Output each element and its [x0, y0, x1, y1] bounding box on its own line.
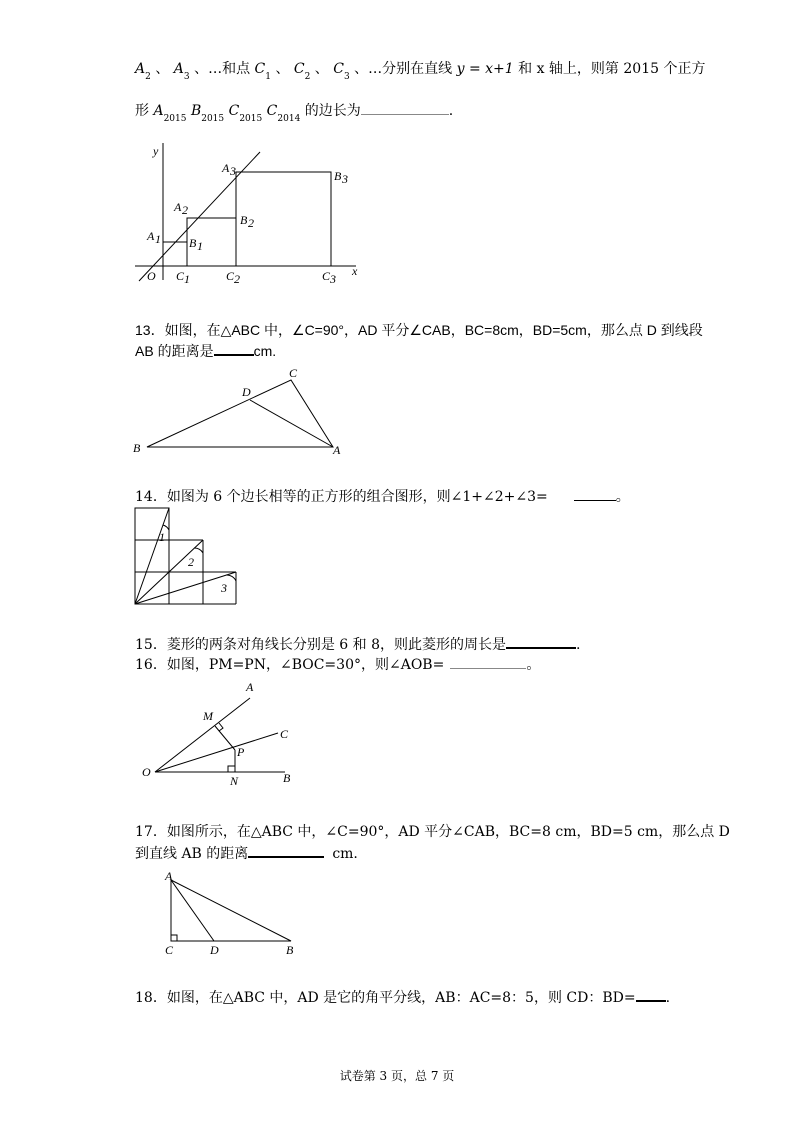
q12-sub: 2015: [201, 114, 225, 124]
q15-answer-blank[interactable]: [506, 647, 576, 649]
q12-var: A: [135, 61, 146, 77]
label-C: C: [165, 943, 174, 957]
label-B3-sub: 3: [342, 172, 348, 186]
q12-var: C: [228, 103, 240, 119]
q12-sep: 、…分别在直线: [354, 61, 453, 77]
label-B: B: [283, 771, 291, 785]
label-A2-sub: 2: [182, 203, 188, 217]
q16-text: 。: [526, 657, 541, 673]
label-O: O: [142, 765, 151, 779]
ray-oc: [155, 733, 278, 772]
q12-sub: 1: [265, 72, 271, 82]
label-A1: A: [147, 229, 155, 243]
q12-sub: 3: [183, 72, 190, 82]
q12-figure-labels: [146, 144, 358, 286]
q12-sub: 2015: [163, 114, 187, 124]
label-B: B: [133, 441, 141, 455]
label-C: C: [280, 727, 289, 741]
q14-answer-blank[interactable]: [574, 500, 616, 501]
label-B2-sub: 2: [248, 216, 254, 230]
q12-text: .: [448, 103, 454, 119]
q17-figure: [171, 880, 291, 941]
triangle-abc: [147, 380, 333, 447]
q12-text: 的边长为: [304, 103, 361, 119]
q15-text: .: [575, 637, 581, 653]
q12-sub: 2: [145, 72, 151, 82]
q17-line1: 17．如图所示，在△ABC 中，∠C=90°，AD 平分∠CAB，BC=8 cm，BD=5 cm，那么点 D: [135, 824, 730, 840]
label-D: D: [210, 943, 219, 957]
q12-text: 形: [135, 103, 149, 119]
label-C3-sub: 3: [330, 272, 336, 286]
label-C2-sub: 2: [234, 272, 240, 286]
label-N: N: [230, 774, 239, 788]
q17-line2: [135, 843, 358, 863]
label-B1-sub: 1: [197, 239, 203, 253]
q12-var: C: [293, 61, 305, 77]
label-A: A: [165, 869, 173, 883]
label-D: D: [242, 385, 251, 399]
label-B: B: [286, 943, 294, 957]
label-C1: C: [176, 269, 185, 283]
q14-text: 14．如图为 6 个边长相等的正方形的组合图形，则∠1+∠2+∠3=: [135, 489, 548, 505]
label-C2: C: [226, 269, 235, 283]
square-1: [163, 242, 187, 266]
q12-var: C: [266, 103, 278, 119]
angle-arc-2: [194, 548, 203, 553]
q16-figure: [155, 698, 285, 772]
page-footer: 试卷第 3 页，总 7 页: [339, 1069, 455, 1083]
q13-answer-blank[interactable]: [214, 354, 254, 356]
q15-text: 15．菱形的两条对角线长分别是 6 和 8，则此菱形的周长是: [135, 637, 506, 653]
triangle-abc: [171, 880, 291, 941]
right-angle-n: [228, 766, 235, 772]
label-A2: A: [174, 200, 182, 214]
label-A: A: [246, 680, 254, 694]
q13-text: cm.: [253, 343, 277, 359]
q12-sep: 、: [275, 61, 290, 77]
right-angle-c: [171, 935, 177, 941]
right-angle-m: [219, 723, 223, 731]
q12-figure: [135, 143, 356, 281]
q18-line: [135, 987, 670, 1007]
label-C3: C: [322, 269, 331, 283]
segment-ad: [171, 880, 214, 941]
label-O: O: [147, 269, 156, 283]
q17-text: 到直线 AB 的距离: [135, 846, 249, 862]
q18-answer-blank[interactable]: [636, 1000, 666, 1002]
label-y: y: [153, 144, 159, 158]
label-angle-2: 2: [188, 555, 194, 569]
label-A3-sub: 3: [230, 164, 236, 178]
label-A3: A: [222, 161, 230, 175]
q16-answer-blank[interactable]: [450, 668, 526, 669]
q13-line1: 13．如图，在△ABC 中，∠C=90°，AD 平分∠CAB，BC=8cm，BD=5cm，那么点 D 到线段: [135, 322, 703, 338]
label-C1-sub: 1: [184, 272, 190, 286]
angle-arc-3: [226, 575, 236, 581]
q13-figure-labels: [133, 366, 341, 457]
q12-var: C: [254, 61, 266, 77]
q12-var: A: [173, 61, 184, 77]
label-angle-3: 3: [221, 581, 227, 595]
q12-var: A: [153, 103, 164, 119]
q12-var: B: [190, 103, 202, 119]
q12-sub: 3: [343, 72, 350, 82]
q18-text: .: [665, 990, 671, 1006]
q17-answer-blank[interactable]: [248, 856, 324, 858]
q12-sub: 2: [304, 72, 311, 82]
q14-text: 。: [615, 489, 630, 505]
q18-text: 18．如图，在△ABC 中，AD 是它的角平分线，AB：AC=8：5，则 CD：BD=: [135, 990, 636, 1006]
q12-var: C: [333, 61, 344, 77]
q13-line2: [135, 341, 276, 361]
q17-text: cm.: [332, 846, 358, 862]
label-B3: B: [334, 169, 342, 183]
label-angle-1: 1: [159, 530, 165, 544]
label-C: C: [289, 366, 298, 380]
label-x: x: [352, 264, 358, 278]
diagonal-1: [135, 508, 169, 604]
q13-figure: [147, 380, 333, 447]
q12-sub: 2015: [239, 114, 263, 124]
segment-ad: [250, 400, 333, 447]
label-B2: B: [240, 213, 248, 227]
q17-figure-labels: [164, 869, 294, 957]
label-B1: B: [189, 236, 197, 250]
segment-pm: [215, 726, 235, 750]
label-A1-sub: 1: [155, 232, 161, 246]
q12-sep: 、…和点: [194, 61, 251, 77]
q12-equation: y = x+1: [456, 61, 514, 77]
q12-sub: 2014: [277, 114, 301, 124]
q13-text: AB 的距离是: [135, 343, 214, 359]
q12-text: 和 x 轴上，则第 2015 个正方: [518, 61, 706, 77]
q15-line: [135, 634, 580, 654]
q12-sep: 、: [155, 61, 170, 77]
label-M: M: [203, 709, 213, 723]
label-A: A: [333, 443, 341, 457]
q16-text: 16．如图，PM=PN，∠BOC=30°，则∠AOB=: [135, 657, 445, 673]
label-P: P: [237, 745, 245, 759]
q16-line: [135, 654, 540, 674]
q14-line: [135, 486, 630, 506]
q12-sep: 、: [314, 61, 329, 77]
